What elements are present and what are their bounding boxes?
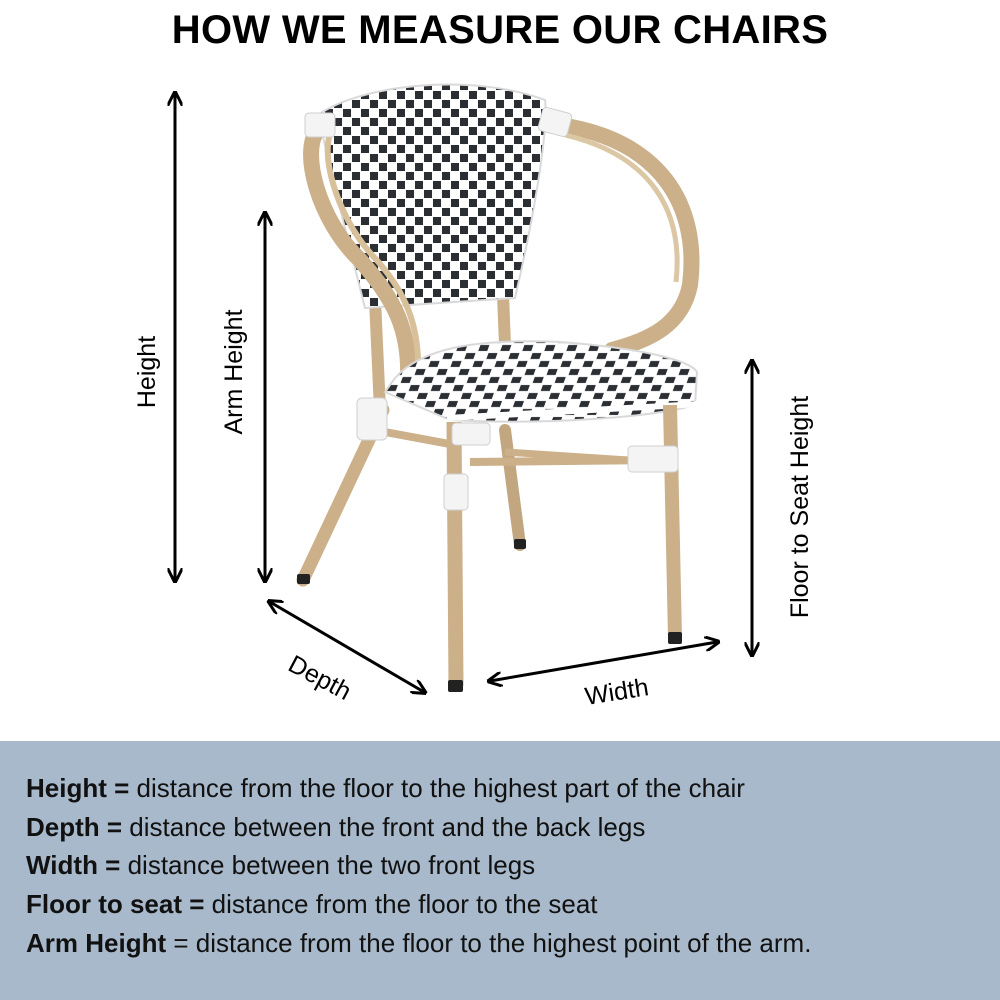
chair-illustration <box>297 85 700 692</box>
width-label: Width <box>582 673 651 711</box>
arm-height-label: Arm Height <box>220 309 248 435</box>
chair-arm-right <box>537 107 691 350</box>
definition-width: Width = distance between the two front legs <box>26 850 536 880</box>
depth-label: Depth <box>283 649 356 706</box>
chair-measurement-diagram <box>0 60 1000 740</box>
floor-to-seat-label: Floor to Seat Height <box>786 395 814 619</box>
definition-height: Height = distance from the floor to the highest part of the chair <box>26 773 745 803</box>
definitions-panel <box>0 741 1000 1000</box>
definition-floor-to-seat: Floor to seat = distance from the floor to the seat <box>26 889 598 919</box>
definition-arm-height: Arm Height = distance from the floor to the highest point of the arm. <box>26 928 812 958</box>
definition-depth: Depth = distance between the front and the back legs <box>26 812 646 842</box>
chair-back-leg-right <box>505 430 526 549</box>
chair-front-leg-left <box>444 422 468 692</box>
page-title: HOW WE MEASURE OUR CHAIRS <box>171 8 829 52</box>
chair-front-leg-right <box>628 405 682 644</box>
height-label: Height <box>133 335 161 409</box>
chair-seat <box>385 341 700 421</box>
chair-backrest <box>318 85 546 308</box>
width-arrow <box>490 642 717 681</box>
